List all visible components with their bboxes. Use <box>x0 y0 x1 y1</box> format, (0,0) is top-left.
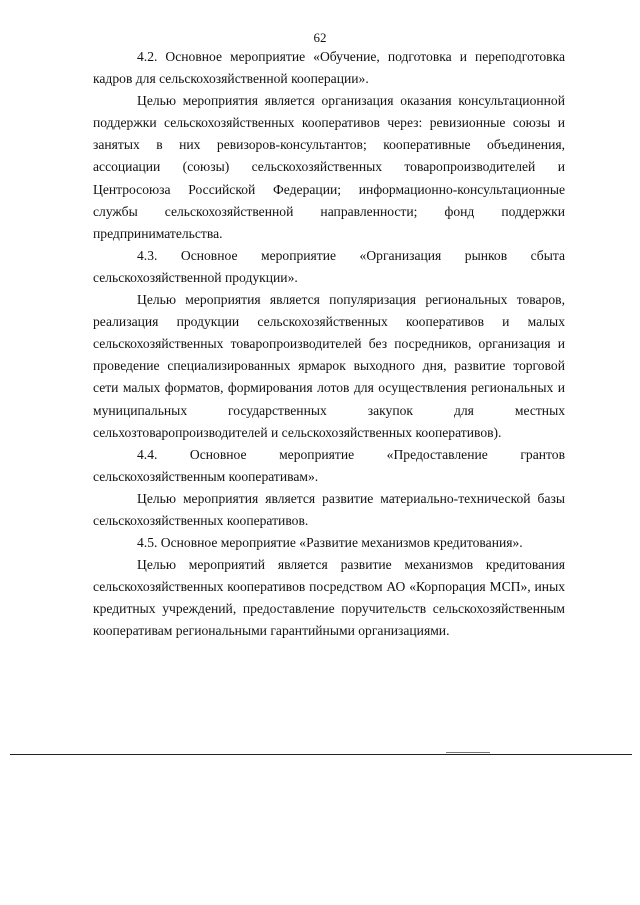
section-4-4-body: Целью мероприятия является развитие материально-технической базы сельскохозяйственных кооперативов. <box>93 490 565 528</box>
page-number: 62 <box>313 30 327 45</box>
section-4-3-body: Целью мероприятия является популяризация региональных товаров, реализация продукции сельскохозяйственных кооперативов и малых сельскохозяйственных товаропроизводителей без посредников, организация и проведение специализированных ярмарок выходного дня, развитие торговой сети малых форматов, формирования лотов для осуществления региональных и муниципальных государственных закупок для местных сельхозтоваропроизводителей и сельскохозяйственных кооперативов). <box>93 292 565 440</box>
section-4-5-heading: 4.5. Основное мероприятие «Развитие механизмов кредитования». <box>137 535 523 551</box>
section-4-3-heading: 4.3. Основное мероприятие «Организация рынков сбыта сельскохозяйственной продукции». <box>93 247 565 285</box>
section-4-2-body: Целью мероприятия является организация оказания консультационной поддержки сельскохозяйственных кооперативов через: ревизионные союзы и занятых в них ревизоров-консультантов; кооперативные объединения, ассоциации (союзы) сельскохозяйственных товаропроизводителей и Центросоюза Российской Федерации; информационно-консультационные службы сельскохозяйственной направленности; фонд поддержки предпринимательства. <box>93 93 565 241</box>
section-4-4-heading: 4.4. Основное мероприятие «Предоставление грантов сельскохозяйственным кооперативам». <box>93 446 565 484</box>
section-4-5-body: Целью мероприятий является развитие механизмов кредитования сельскохозяйственных кооперативов посредством АО «Корпорация МСП», иных кредитных учреждений, предоставление поручительств сельскохозяйственным кооперативам региональными гарантийными организациями. <box>93 557 565 639</box>
bottom-divider <box>10 754 632 755</box>
section-4-2-heading: 4.2. Основное мероприятие «Обучение, подготовка и переподготовка кадров для сельскохозяйственной кооперации». <box>93 49 565 87</box>
bottom-divider-mark <box>446 752 490 753</box>
document-body <box>93 46 565 643</box>
